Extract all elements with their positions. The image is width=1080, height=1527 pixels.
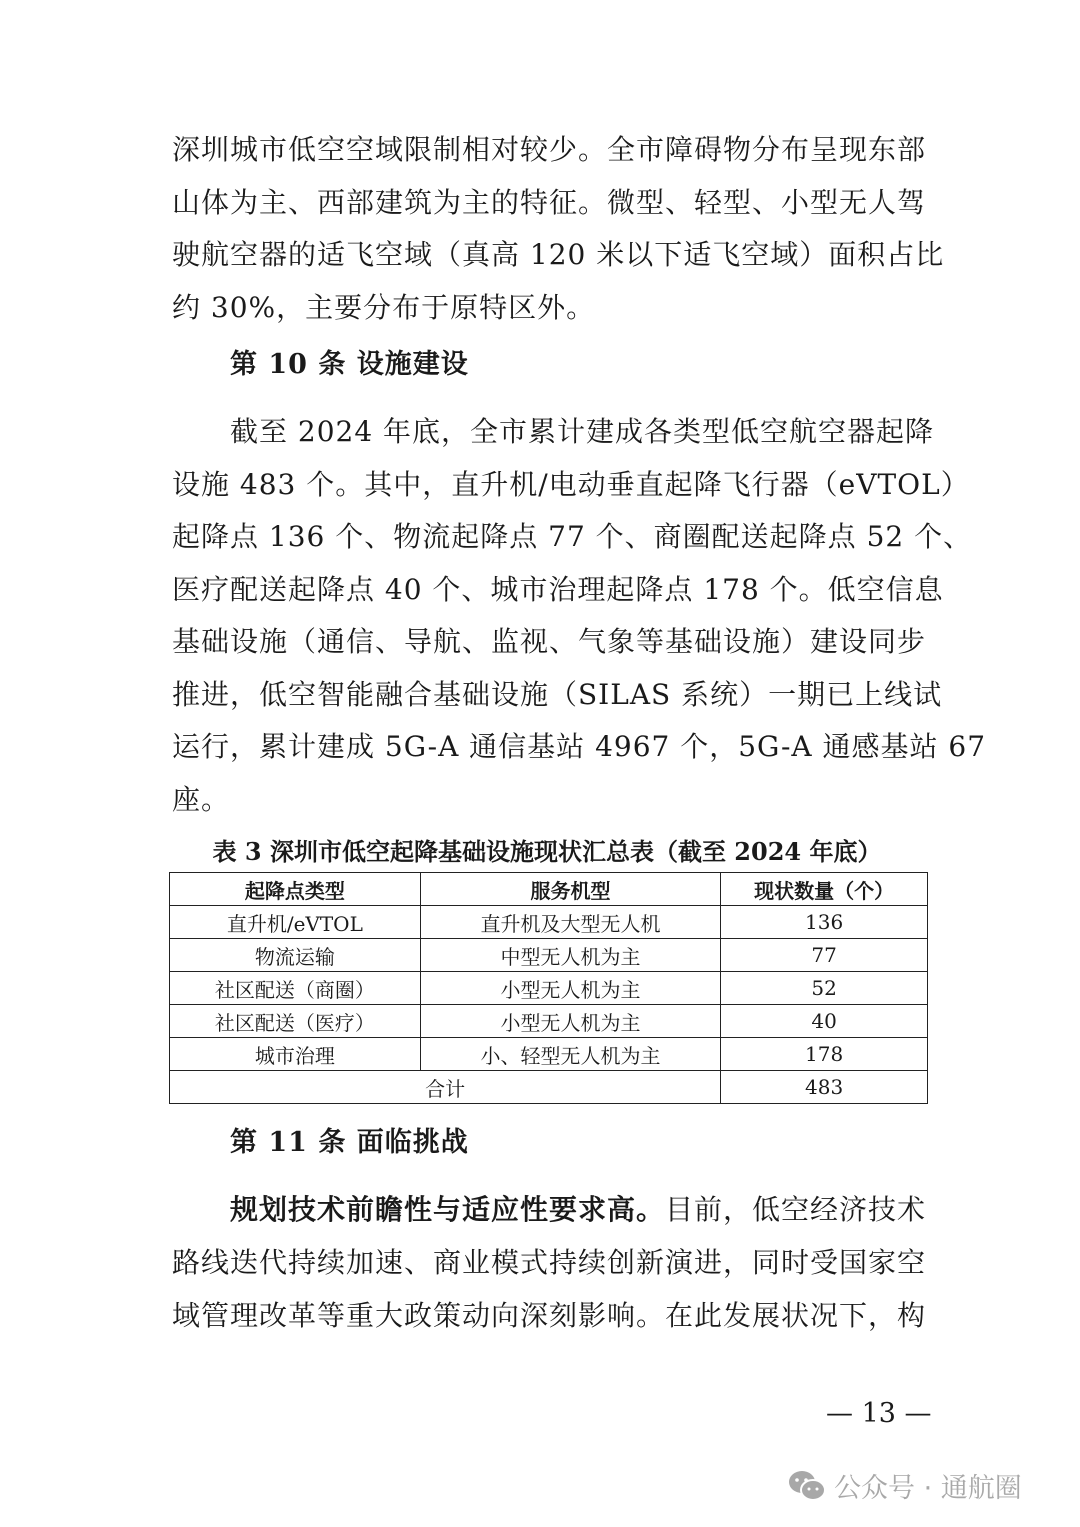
- table-cell: 77: [721, 939, 928, 972]
- text-line: 路线迭代持续加速、商业模式持续创新演进，同时受国家空: [172, 1246, 927, 1279]
- table-cell: 直升机及大型无人机: [420, 906, 721, 939]
- header-cell: 起降点类型: [170, 873, 421, 906]
- table-header-row: [170, 873, 928, 906]
- page-number: — 13 —: [826, 1398, 932, 1429]
- text-line: 截至 2024 年底，全市累计建成各类型低空航空器起降: [230, 415, 935, 448]
- text-line: 医疗配送起降点 40 个、城市治理起降点 178 个。低空信息: [172, 573, 944, 606]
- text-line: 山体为主、西部建筑为主的特征。微型、轻型、小型无人驾: [172, 186, 927, 219]
- text-line: 设施 483 个。其中，直升机/电动垂直起降飞行器（eVTOL）: [172, 468, 970, 501]
- table-cell: 城市治理: [170, 1038, 421, 1071]
- table-cell: 136: [721, 906, 928, 939]
- table-cell: 52: [721, 972, 928, 1005]
- table-row: [170, 939, 928, 972]
- text-line: 座。: [172, 783, 231, 816]
- text-run: 目前，低空经济技术: [665, 1193, 927, 1226]
- section-heading-10: 第 10 条 设施建设: [230, 349, 469, 380]
- table-cell: 中型无人机为主: [420, 939, 721, 972]
- table-total-row: [170, 1071, 928, 1104]
- table-cell: 小型无人机为主: [420, 1005, 721, 1038]
- wechat-icon: [788, 1470, 826, 1502]
- text-line: 约 30%，主要分布于原特区外。: [172, 291, 596, 324]
- table-row: [170, 1038, 928, 1071]
- table-cell: 社区配送（医疗）: [170, 1005, 421, 1038]
- text-line: 运行，累计建成 5G-A 通信基站 4967 个，5G-A 通感基站 67: [172, 730, 987, 763]
- table-cell: 小型无人机为主: [420, 972, 721, 1005]
- text-line: [230, 1190, 927, 1230]
- table-row: [170, 906, 928, 939]
- watermark: [788, 1466, 1022, 1505]
- header-cell: 现状数量（个）: [721, 873, 928, 906]
- table-cell: 物流运输: [170, 939, 421, 972]
- text-line: 驶航空器的适飞空域（真高 120 米以下适飞空域）面积占比: [172, 238, 945, 271]
- watermark-text: 公众号 · 通航圈: [834, 1473, 1022, 1504]
- table-cell: 直升机/eVTOL: [170, 906, 421, 939]
- table-cell: 40: [721, 1005, 928, 1038]
- table-cell: 178: [721, 1038, 928, 1071]
- total-label: 合计: [170, 1071, 721, 1104]
- text-line: 推进，低空智能融合基础设施（SILAS 系统）一期已上线试: [172, 678, 943, 711]
- text-line: 基础设施（通信、导航、监视、气象等基础设施）建设同步: [172, 625, 927, 658]
- bold-lead: 规划技术前瞻性与适应性要求高。: [230, 1193, 666, 1226]
- text-line: 深圳城市低空空域限制相对较少。全市障碍物分布呈现东部: [172, 133, 927, 166]
- section-heading-11: 第 11 条 面临挑战: [230, 1127, 469, 1158]
- facilities-table: [169, 872, 928, 1104]
- text-line: 域管理改革等重大政策动向深刻影响。在此发展状况下，构: [172, 1299, 927, 1332]
- total-value: 483: [721, 1071, 928, 1104]
- table-caption: 表 3 深圳市低空起降基础设施现状汇总表（截至 2024 年底）: [212, 837, 882, 866]
- table-row: [170, 1005, 928, 1038]
- header-cell: 服务机型: [420, 873, 721, 906]
- table-row: [170, 972, 928, 1005]
- text-line: 起降点 136 个、物流起降点 77 个、商圈配送起降点 52 个、: [172, 520, 973, 553]
- table-cell: 社区配送（商圈）: [170, 972, 421, 1005]
- table-cell: 小、轻型无人机为主: [420, 1038, 721, 1071]
